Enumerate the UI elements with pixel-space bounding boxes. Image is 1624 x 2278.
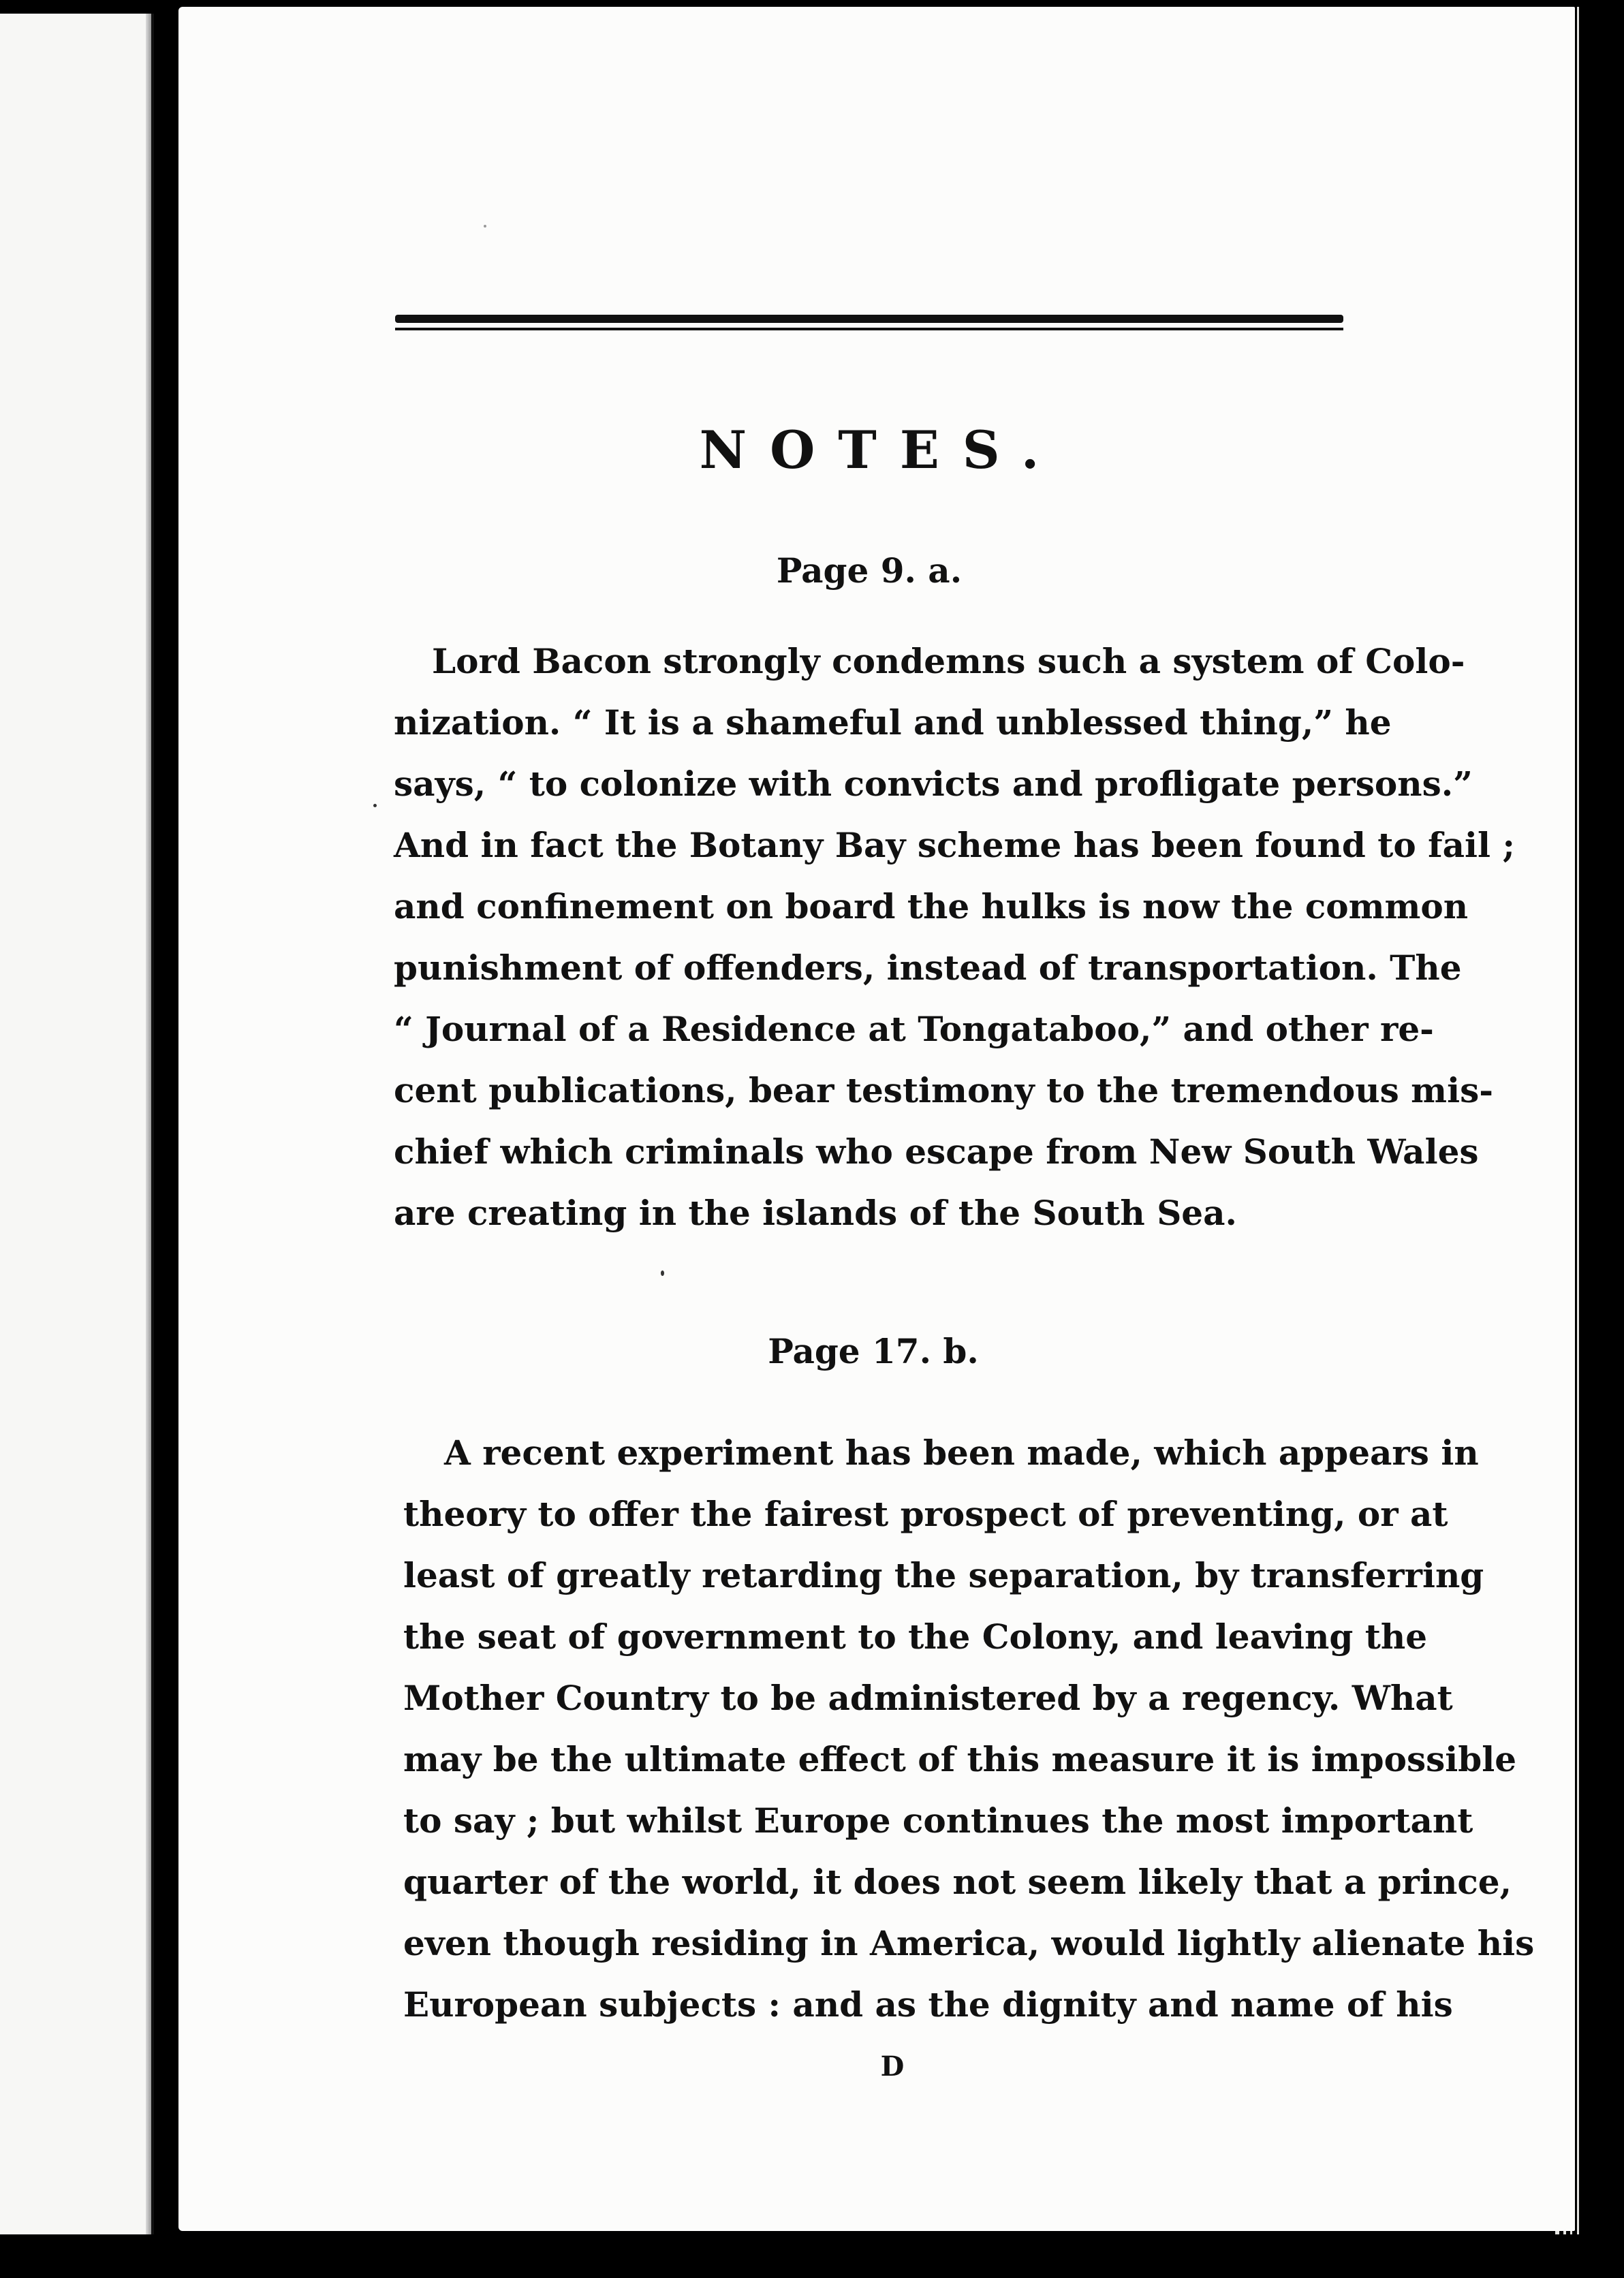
- print-speck: [373, 804, 377, 807]
- note-a-line: says, “ to colonize with convicts and profligate persons.”: [394, 764, 1473, 804]
- page-leaf: [1577, 7, 1579, 2241]
- note-a-line: are creating in the islands of the South Sea.: [394, 1193, 1237, 1233]
- note-a-line: “ Journal of a Residence at Tongataboo,” and other re-: [394, 1009, 1434, 1049]
- note-a-line: Lord Bacon strongly condemns such a system of Colo-: [432, 641, 1465, 681]
- page-heading: NOTES.: [699, 420, 1063, 480]
- note-a-line: chief which criminals who escape from New South Wales: [394, 1132, 1479, 1172]
- note-reference-b: Page 17. b.: [768, 1331, 979, 1371]
- note-b-line: Mother Country to be administered by a regency. What: [403, 1678, 1453, 1718]
- note-a-line: punishment of offenders, instead of transportation. The: [394, 948, 1462, 988]
- facing-page-edge: [0, 14, 154, 2234]
- note-a-line: cent publications, bear testimony to the tremendous mis-: [394, 1070, 1493, 1110]
- note-a-line: and confinement on board the hulks is now the common: [394, 886, 1469, 926]
- signature-mark: D: [880, 2050, 905, 2082]
- note-b-line: theory to offer the fairest prospect of preventing, or at: [403, 1494, 1448, 1534]
- facing-page-shadow: [146, 14, 151, 2234]
- note-a-paragraph: [394, 631, 1515, 1244]
- note-b-paragraph: [403, 1422, 1535, 2035]
- scan-bottom-edge: [0, 2234, 1624, 2278]
- note-b-line: to say ; but whilst Europe continues the most important: [403, 1800, 1473, 1841]
- note-b-line: even though residing in America, would lightly alienate his: [403, 1923, 1535, 1963]
- note-b-line: may be the ultimate effect of this measure it is impossible: [403, 1739, 1517, 1779]
- note-reference-a: Page 9. a.: [776, 550, 963, 591]
- note-b-line: European subjects : and as the dignity and name of his: [403, 1984, 1453, 2025]
- note-b-line: A recent experiment has been made, which appears in: [444, 1433, 1479, 1473]
- note-a-line: And in fact the Botany Bay scheme has been found to fail ;: [394, 825, 1515, 865]
- note-b-line: quarter of the world, it does not seem likely that a prince,: [403, 1862, 1512, 1902]
- print-speck: [661, 1270, 664, 1276]
- header-rule-thick: [395, 315, 1343, 323]
- book-gutter: [154, 0, 181, 2278]
- note-a-line: nization. “ It is a shameful and unblessed thing,” he: [394, 702, 1392, 743]
- header-rule-thin: [395, 328, 1343, 330]
- note-b-line: the seat of government to the Colony, and leaving the: [403, 1617, 1428, 1657]
- note-b-line: least of greatly retarding the separation, by transferring: [403, 1555, 1484, 1595]
- print-speck: [484, 225, 486, 228]
